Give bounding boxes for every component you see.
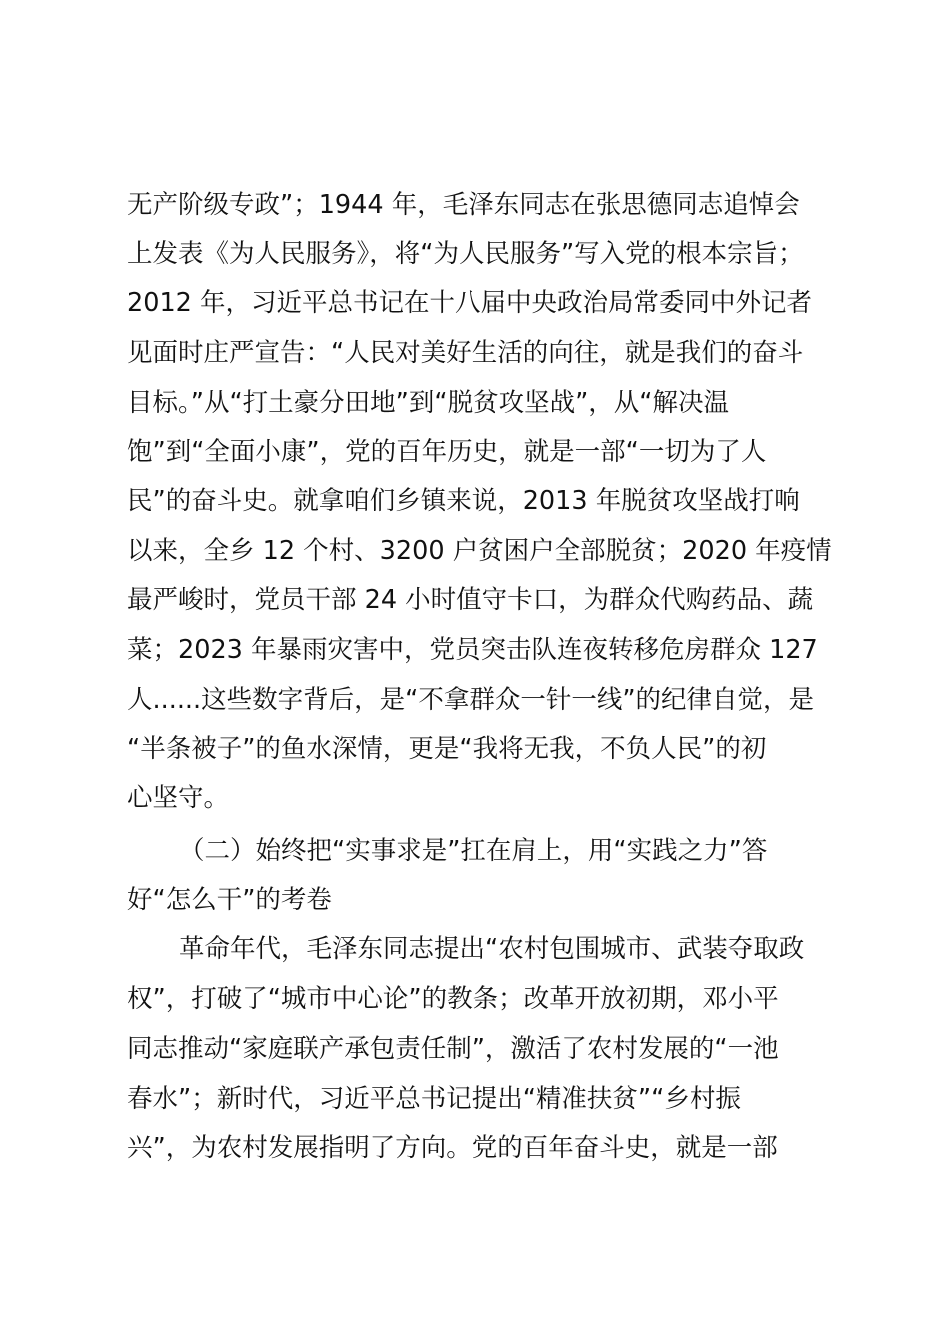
text-line: 革命年代，毛泽东同志提出“农村包围城市、武装夺取政 <box>179 934 805 964</box>
text-line: 人......这些数字背后，是“不拿群众一针一线”的纪律自觉，是 <box>127 685 815 715</box>
section-heading-line: （二）始终把“实事求是”扛在肩上，用“实践之力”答 <box>179 836 768 866</box>
text-line: 春水”；新时代，习近平总书记提出“精准扶贫”“乡村振 <box>127 1084 741 1114</box>
text-line: 以来，全乡 12 个村、3200 户贫困户全部脱贫；2020 年疫情 <box>127 536 832 566</box>
text-line: “半条被子”的鱼水深情，更是“我将无我，不负人民”的初 <box>127 734 767 764</box>
text-line: 心坚守。 <box>127 783 230 813</box>
text-line: 见面时庄严宣告：“人民对美好生活的向往，就是我们的奋斗 <box>127 338 804 368</box>
text-line: 无产阶级专政”；1944 年，毛泽东同志在张思德同志追悼会 <box>127 190 800 220</box>
text-line: 同志推动“家庭联产承包责任制”，激活了农村发展的“一池 <box>127 1034 779 1064</box>
text-line: 饱”到“全面小康”，党的百年历史，就是一部“一切为了人 <box>127 437 767 467</box>
text-line: 上发表《为人民服务》，将“为人民服务”写入党的根本宗旨； <box>127 239 804 269</box>
text-line: 2012 年，习近平总书记在十八届中央政治局常委同中外记者 <box>127 288 813 318</box>
text-line: 权”，打破了“城市中心论”的教条；改革开放初期，邓小平 <box>127 984 779 1014</box>
text-line: 菜；2023 年暴雨灾害中，党员突击队连夜转移危房群众 127 <box>127 635 818 665</box>
section-heading-line: 好“怎么干”的考卷 <box>127 885 332 915</box>
text-line: 最严峻时，党员干部 24 小时值守卡口，为群众代购药品、蔬 <box>127 585 814 615</box>
text-line: 民”的奋斗史。就拿咱们乡镇来说，2013 年脱贫攻坚战打响 <box>127 486 800 516</box>
text-line: 目标。”从“打土豪分田地”到“脱贫攻坚战”，从“解决温 <box>127 388 730 418</box>
text-line: 兴”，为农村发展指明了方向。党的百年奋斗史，就是一部 <box>127 1133 778 1163</box>
